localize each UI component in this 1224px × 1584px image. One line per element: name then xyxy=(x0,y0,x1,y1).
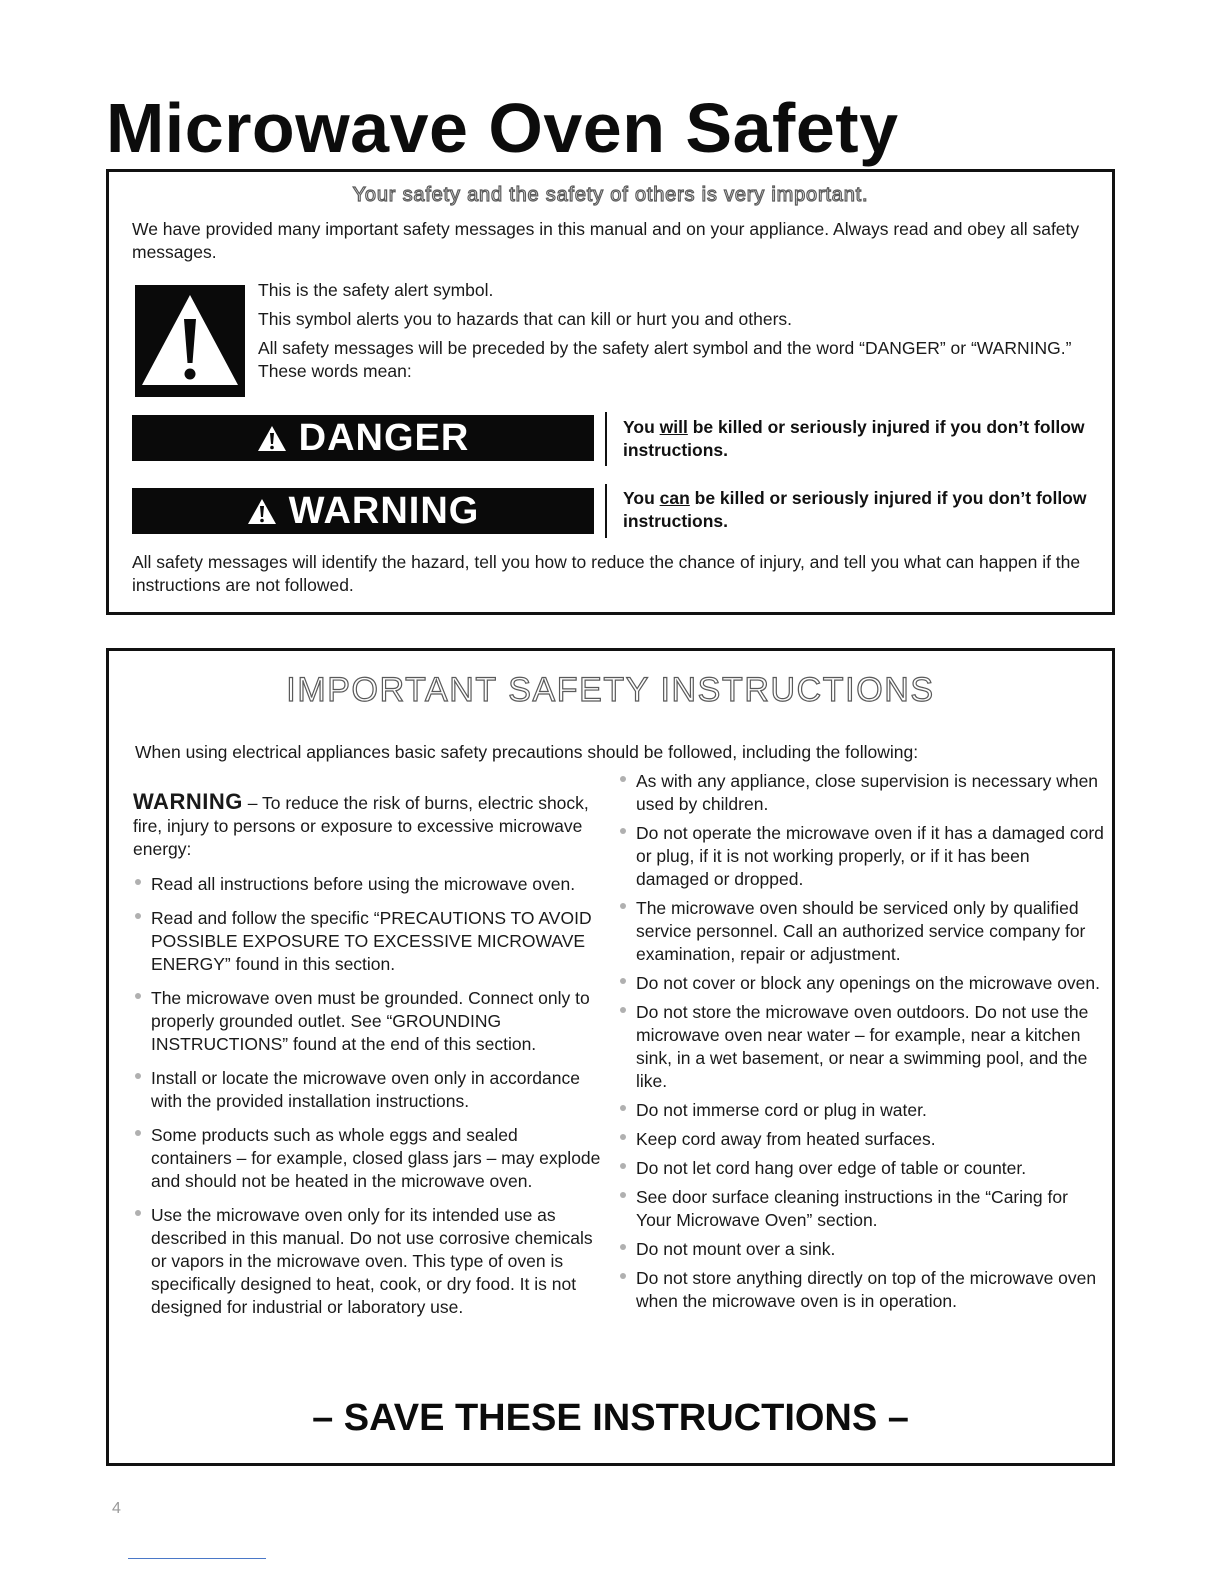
bullet-icon xyxy=(135,1210,141,1216)
danger-divider xyxy=(605,412,607,466)
warning-emphasis: can xyxy=(659,488,690,508)
right-list xyxy=(618,770,1106,1313)
bullet-icon xyxy=(620,903,626,909)
list-item: As with any appliance, close supervision is necessary when used by children. xyxy=(618,770,1106,816)
bullet-icon xyxy=(620,1105,626,1111)
bullet-icon xyxy=(620,1163,626,1169)
list-item: Do not store the microwave oven outdoors. Do not use the microwave oven near water – for example, near a kitchen sink, in a wet basement, or near a swimming pool, and the like. xyxy=(618,1001,1106,1093)
warning-lead-paragraph xyxy=(133,790,603,861)
alert-line-3: All safety messages will be preceded by the safety alert symbol and the word “DANGER” or “WARNING.” These words mean: xyxy=(258,338,1072,381)
bullet-icon xyxy=(620,776,626,782)
page-title: Microwave Oven Safety xyxy=(106,89,899,167)
list-item: Read and follow the specific “PRECAUTIONS TO AVOID POSSIBLE EXPOSURE TO EXCESSIVE MICROWAVE ENERGY” found in this section. xyxy=(133,907,603,976)
list-item: Do not cover or block any openings on the microwave oven. xyxy=(618,972,1106,995)
bullet-icon xyxy=(620,1134,626,1140)
bullet-icon xyxy=(135,993,141,999)
list-item: Do not operate the microwave oven if it has a damaged cord or plug, if it is not working properly, or if it has been damaged or dropped. xyxy=(618,822,1106,891)
list-item: Some products such as whole eggs and sealed containers – for example, closed glass jars – may explode and should not be heated in the microwave oven. xyxy=(133,1124,603,1193)
save-instructions-banner: – SAVE THESE INSTRUCTIONS – xyxy=(312,1397,909,1439)
warning-alert-icon xyxy=(247,498,277,525)
list-item: See door surface cleaning instructions in the “Caring for Your Microwave Oven” section. xyxy=(618,1186,1106,1232)
footer-rule xyxy=(128,1558,266,1559)
warning-meaning xyxy=(623,487,1103,533)
instructions-left-column xyxy=(133,790,603,1330)
instructions-intro: When using electrical appliances basic safety precautions should be followed, including the following: xyxy=(135,742,919,762)
danger-text-after: be killed or seriously injured if you don’t follow instructions. xyxy=(623,417,1085,460)
bullet-icon xyxy=(620,978,626,984)
warning-lead: WARNING xyxy=(133,789,243,814)
bullet-icon xyxy=(620,828,626,834)
list-item: The microwave oven should be serviced only by qualified service personnel. Call an authorized service company for examination, repair or adjustment. xyxy=(618,897,1106,966)
list-item: Keep cord away from heated surfaces. xyxy=(618,1128,1106,1151)
bullet-icon xyxy=(620,1273,626,1279)
instructions-box xyxy=(106,648,1115,1466)
safety-heading: Your safety and the safety of others is very important. xyxy=(352,184,869,206)
list-item: Do not let cord hang over edge of table or counter. xyxy=(618,1157,1106,1180)
bullet-icon xyxy=(135,1073,141,1079)
safety-box xyxy=(106,169,1115,615)
bullet-icon xyxy=(135,913,141,919)
list-item: Do not immerse cord or plug in water. xyxy=(618,1099,1106,1122)
left-list xyxy=(133,873,603,1319)
page-number: 4 xyxy=(112,1500,121,1517)
danger-text-before: You xyxy=(623,417,660,437)
alert-lines xyxy=(258,279,1088,389)
bullet-icon xyxy=(135,879,141,885)
bullet-icon xyxy=(620,1244,626,1250)
list-item: Do not mount over a sink. xyxy=(618,1238,1106,1261)
bullet-icon xyxy=(620,1192,626,1198)
danger-alert-icon xyxy=(257,425,287,452)
safety-intro: We have provided many important safety messages in this manual and on your appliance. Always read and obey all safety messages. xyxy=(132,219,1080,262)
instructions-heading: IMPORTANT SAFETY INSTRUCTIONS xyxy=(286,671,935,709)
danger-signal-bar xyxy=(132,415,594,461)
warning-label: WARNING xyxy=(288,489,480,532)
danger-emphasis: will xyxy=(659,417,688,437)
list-item: The microwave oven must be grounded. Connect only to properly grounded outlet. See “GROUNDING INSTRUCTIONS” found at the end of this section. xyxy=(133,987,603,1056)
list-item: Install or locate the microwave oven only in accordance with the provided installation instructions. xyxy=(133,1067,603,1113)
warning-text-before: You xyxy=(623,488,660,508)
list-item: Read all instructions before using the microwave oven. xyxy=(133,873,603,896)
instructions-right-column xyxy=(618,770,1106,1319)
alert-line-2: This symbol alerts you to hazards that can kill or hurt you and others. xyxy=(258,309,793,329)
warning-text-after: be killed or seriously injured if you don’t follow instructions. xyxy=(623,488,1087,531)
alert-line-1: This is the safety alert symbol. xyxy=(258,280,494,300)
warning-divider xyxy=(605,484,607,538)
warning-signal-bar xyxy=(132,488,594,534)
list-item: Use the microwave oven only for its intended use as described in this manual. Do not use corrosive chemicals or vapors in the microwave oven. This type of oven is specifically designed to heat, cook, or dry food. It is not designed for industrial or laboratory use. xyxy=(133,1204,603,1319)
warning-lead-text: – To reduce the risk of burns, electric shock, fire, injury to persons or exposure to excessive microwave energy: xyxy=(133,793,589,859)
danger-label: DANGER xyxy=(298,416,470,459)
safety-closing: All safety messages will identify the hazard, tell you how to reduce the chance of injury, and tell you what can happen if the instructions are not followed. xyxy=(132,552,1081,595)
bullet-icon xyxy=(135,1130,141,1136)
safety-alert-icon xyxy=(135,285,245,397)
list-item: Do not store anything directly on top of the microwave oven when the microwave oven is in operation. xyxy=(618,1267,1106,1313)
danger-meaning xyxy=(623,416,1103,462)
bullet-icon xyxy=(620,1007,626,1013)
